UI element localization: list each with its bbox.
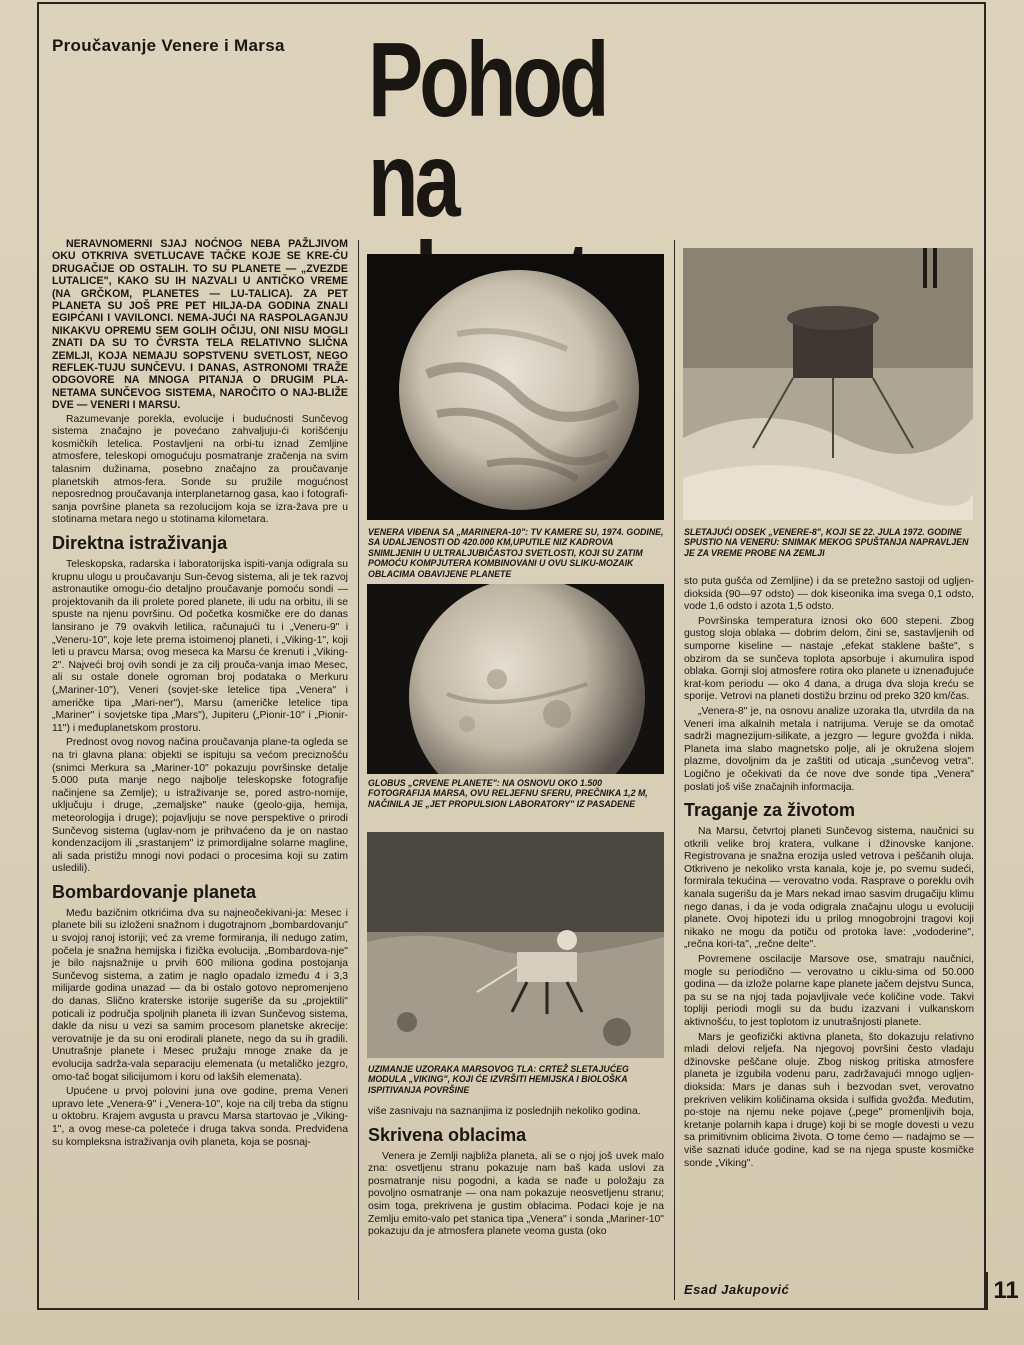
body-paragraph: Mars je geofizički aktivna planeta, što dokazuju relativno mladi delovi reljefa. Na njegovoj površini često vladaju džinovske peščane oluje. Zbog niskog pritiska atmosfere planeta je izgubila vodenu paru, zadržavajući mnogo ugljen-dioksida: Mars je danas suh i bezvodan svet, verovatno prekriven velikim količinama oksida i sulfida gvožđa. Međutim, po-stoje na njemu neke pojave („pege" promenljivih boja, kretanje polarnih kapa i druge) koji bi se mogle dovesti u vezu sa primitivnim oblicima života. O tome ćemo — nadajmo se — više saznati iduće godine, kad se na njega spuste kosmičke sonde „Viking". xyxy=(684,1031,974,1169)
frame-right xyxy=(984,2,986,1310)
headline-line-1: Pohod xyxy=(368,21,606,139)
body-paragraph: Venera je Zemlji najbliža planeta, ali se o njoj još uvek malo zna: osvetljenu stranu pokazuje nam baš kada uslovi za posmatranje nisu pogodni, a kada se nađe u položaju za povoljno osmatranje — ona nam pokazuje neosvetljenu stranu; osim toga, prekrivena je gustim oblacima. Podaci koje je na Zemlju emito-valo pet stanica tipa „Venera" i sonda „Mariner-10" pokazuju da je atmosfera planete veoma gusta (oko xyxy=(368,1150,664,1238)
viking-lander-photo xyxy=(367,832,664,1058)
caption-viking: UZIMANJE UZORAKA MARSOVOG TLA: CRTEŽ SLETAJUĆEG MODULA „VIKING", KOJI ĆE IZVRŠITI HEMIJSKA I BIOLOŠKA ISPITIVANJA POVRŠINE xyxy=(368,1064,629,1095)
body-paragraph: Površinska temperatura iznosi oko 600 stepeni. Zbog gustog sloja oblaka — dobrim delom, čini se, sastavljenih od sumporne kiseline — nastaje „efekat staklene bašte", s obzirom da se sunčeva toplota apsorbuje i akumulira ispod oblaka. Gornji sloj atmosfere rotira oko planete u iznenađujuće krat-kom periodu — oko 4 dana, a druga dva sloja kreću se sporije. Vetrovi na planeti dostižu brzinu od preko 320 km/čas. xyxy=(684,615,974,703)
venus-image xyxy=(367,254,664,520)
body-paragraph: Na Marsu, četvrtoj planeti Sunčevog sistema, naučnici su otkrili velike broj kratera, vulkane i džinovske kanjone. Registrovana je snažna erozija usled vetrova i peščanih oluja. Otkriveno je nekoliko vrsta kanala, koje je, po svemu sudeći, formirala tekućina — verovatno voda. Rasprave o poreklu ovih kanala sugerišu da je Mars nekad imao sasvim drugačiju klimu nego danas, i da je voda odigrala značajnu ulogu u evoluciji planete. Ovoj hipotezi idu u prilog mnogobrojni tragovi koji nikako ne mogu da potiču od protoka lave: „vododerine", „rečna kori-ta", „rečne delte". xyxy=(684,826,974,951)
author-signature: Esad Jakupović xyxy=(684,1282,790,1297)
body-paragraph: Upućene u prvoj polovini juna ove godine, prema Veneri upravo lete „Venera-9" i „Venera-10", koje na cilj treba da stignu u oktobru. Krajem avgusta u pravcu Marsa startovao je „Viking-1", a ovog mese-ca poleteće i druga takva sonda. Predviđena su kompleksna istraživanja ovih planeta, koja se posnaj- xyxy=(52,1086,348,1148)
page-number: 11 xyxy=(986,1272,1024,1310)
mars-globe-photo xyxy=(367,584,664,774)
subhead-clouds: Skrivena oblacima xyxy=(368,1124,527,1145)
body-paragraph: „Venera-8" je, na osnovu analize uzoraka tla, utvrdila da na Veneri ima alkalnih metala i natrijuma. Veruje se da omotač sadrži magnezijum-silikate, a jezgro — legure gvožđa i nikla. Planeta ima slabo magnetsko polje, ali je okružena slojem plazme, dovoljnim da je zaštiti od uticaja „sunčevog vetra". Logično je očekivati da će nove dve sonde tipa „Venera" poslati još više značajnih informacija. xyxy=(684,705,974,793)
column-2-text xyxy=(368,1106,664,1241)
column-rule xyxy=(674,240,675,1300)
body-paragraph: Među bazičnim otkrićima dva su najneočekivani-ja: Mesec i planete bili su izloženi snažnom i dugotrajnom „bombardovanju" u svojoj ranoj istoriji; već za vreme formiranja, ili nedugo zatim, počela je snažna hemijska i fizička evolucija. „Bombardova-nje" je bilo najsnažnije u prvih 600 miliona godina postojanja Sunčevog sistema, a zatim je naglo opadalo između 4 i 3,3 milijarde godina unazad — da bi ostalo gotovo nepromenjeno do danas. Slično kraterske istorije sugeriše da su „projektili" poticali iz područja spoljnih planeta ili izvan Sunčevog sistema, dakle da nisu u vezi sa samim procesom planetske akrecije: verovatnije je da su oni erodirali planete, nego da su ih gradili. Unutrašnje planete i Mesec pružaju mnoge znake da je evolucija sadrža-vala separaciju elemenata (u metaličko jezgro, omo-tač bogat silicijumom i koru od lakših elemenata). xyxy=(52,907,348,1083)
column-3-text xyxy=(684,576,974,1172)
body-paragraph: Povremene oscilacije Marsove ose, smatraju naučnici, mogle su periodično — verovatno u ciklu-sima od 50.000 godina — da izlože polarne kape planete jačem dejstvu Sunca, pa su se na njoj tada pojavljivale veće količine vode. Takvi topliji periodi mogli su da budu izazvani i vulkanskom aktivnošću, to jest toplotom iz unutrašnjosti planete. xyxy=(684,954,974,1028)
caption-mars-globe: GLOBUS „CRVENE PLANETE": NA OSNOVU OKO 1.500 FOTOGRAFIJA MARSA, OVU RELJEFNU SFERU, PREČNIKA 1,2 M, NAČINILA JE „JET PROPULSION LABORATORY" IZ PASADENE xyxy=(368,778,648,809)
section-kicker: Proučavanje Venere i Marsa xyxy=(52,36,285,55)
headline-line-2: na xyxy=(368,121,457,239)
mars-globe-image xyxy=(367,584,664,774)
lead-paragraph: NERAVNOMERNI SJAJ NOĆNOG NEBA PAŽLJIVOM OKU OTKRIVA SVETLUCAVE TAČKE KOJE SE KRE-ĆU DRUGAČIJE OD OSTALIH. TO SU PLANETE — „ZVEZDE LUTALICE", KAKO SU IH NAZVALI U ANTIČKO VREME (NA GRČKOM, PLANETES — LU-TALICA). ZA PET PLANETA SU JOŠ PRE PET HILJA-DA GODINA ZNALI EGIPĆANI I VAVILONCI. NEMA-JUĆI NA RASPOLAGANJU NIKAKVU OPREMU SEM GOLIH OČIJU, ONI NISU MOGLI ZNATI DA SU TO ČVRSTA TELA RELATIVNO SLIČNA ZEMLJI, KOJA NEMAJU SOPSTVENU SVETLOST, NEGO REFLEK-TUJU SUNČEVU. I DANAS, ASTRONOMI TRAŽE ODGOVORE NA MNOGA PITANJA O DRUGIM PLA-NETAMA SUNČEVOG SISTEMA, NAROČITO O NAJ-BLIŽE DVE — VENERI I MARSU. xyxy=(52,238,348,412)
body-paragraph: Teleskopska, radarska i laboratorijska ispiti-vanja odigrala su krupnu ulogu u proučavanju Sun-čevog sistema, ali je tek razvoj astronautike omogu-ćio detaljno proučavanje pomoću sondi — projektovanih da ili prolete pored planete, ili udu na orbitu, ili se spuste na njenu površinu. Od početka kosmičke ere do danas lansirano je 79 ovakvih letilica, računajući tu i „Veneru-9" i „Veneru-10", koje lete prema istoimenoj planeti, i „Viking-1", koji leti u pravcu Marsa; ovog meseca ka Marsu će krenuti i „Viking-2". Najveći broj ovih sondi je za cilj prouča-vanja imao Mesec, ali su ostale donele ogroman broj podataka o Merkuru („Mariner-10"), Veneri (sovjet-ske letelice tipa „Venera" i američke tipa „Mari-ner"), Marsu (američke letelice tipa „Mariner" i sovjetske tipa „Mars"), Jupiteru („Pionir-10" i „Pionir-11") i međuplanetskom prostoru. xyxy=(52,559,348,734)
body-paragraph: sto puta gušća od Zemljine) i da se pretežno sastoji od ugljen-dioksida (90—97 odsto) — dok kiseonika ima svega 0,1 odsto, vode 1,6 odsto i azota 1,5 odsto. xyxy=(684,576,974,613)
viking-image xyxy=(367,832,664,1058)
frame-bottom xyxy=(38,1308,986,1310)
column-1 xyxy=(52,238,348,1151)
body-paragraph: više zasnivaju na saznanjima iz poslednjih nekoliko godina. xyxy=(368,1106,641,1117)
venera8-image xyxy=(683,248,973,520)
subhead-bombardment: Bombardovanje planeta xyxy=(52,881,257,902)
caption-venera8: SLETAJUĆI ODSEK „VENERE-8", KOJI SE 22. JULA 1972. GODINE SPUSTIO NA VENERU: SNIMAK MEKOG SPUŠTANJA NAPRAVLJEN JE ZA VREME PROBE NA ZEMLJI xyxy=(684,527,969,558)
frame-left xyxy=(37,2,39,1310)
venera8-photo xyxy=(683,248,973,520)
venus-photo xyxy=(367,254,664,520)
subhead-direct: Direktna istraživanja xyxy=(52,533,228,554)
column-rule xyxy=(358,240,359,1300)
caption-venus: VENERA VIĐENA SA „MARINERA-10": TV KAMERE SU, 1974. GODINE, SA UDALJENOSTI OD 420.000 KM,UPUTILE NIZ KADROVA SNIMLJENIH U ULTRALJUBIČASTOJ SVETLOSTI, KOJI SU ZATIM POMOĆU KOMPJUTERA KOMBINOVANI U OVU SLIKU-MOZAIK OBLACIMA OBAVIJENE PLANETE xyxy=(368,527,664,579)
intro-paragraph: Razumevanje porekla, evolucije i budućnosti Sunčevog sistema značajno je povećano zahvaljuju-ći korišćenju kosmičkih letelica. Postavljeni na orbi-tu iznad Zemljine atmosfere, teleskopi omogućuju posmatranje zračenja na svim talasnim dužinama, posebno značajno za proučavanje planetskih atmos-fera. Sonde su pružile mogućnost neposrednog proučavanja interplanetarnog gasa, kao i fotografi-sanja površine planeta sa rezolucijom koja se izra-žava pre u stotinama metara nego u stotinama kilometara. xyxy=(52,413,348,526)
body-paragraph: Prednost ovog novog načina proučavanja plane-ta ogleda se na tri glavna plana: objekti se ispituju sa većom preciznošću (snimci Merkura sa „Mariner-10" pokazuju površinske detalje 5.000 puta manje nego najbolje teleskopske fotografije načinjene sa Zemlje); u istraživanje se, pored astro-nomije, uključuju i druge, „zemaljske" nauke (geolo-gija, hemija, meteorologija i druge); pojavljuju se nove perspektive o prirodi Sunčevog sistema (uglav-nom je prihvaćeno da je on nastao kondenzacijom ili „srastanjem" iz primordijalne solarne magline, ali sada pristižu mnogi novi podaci o procesima koji su zatim usledili). xyxy=(52,737,348,875)
frame-top xyxy=(38,2,986,4)
subhead-life: Traganje za životom xyxy=(684,800,856,821)
